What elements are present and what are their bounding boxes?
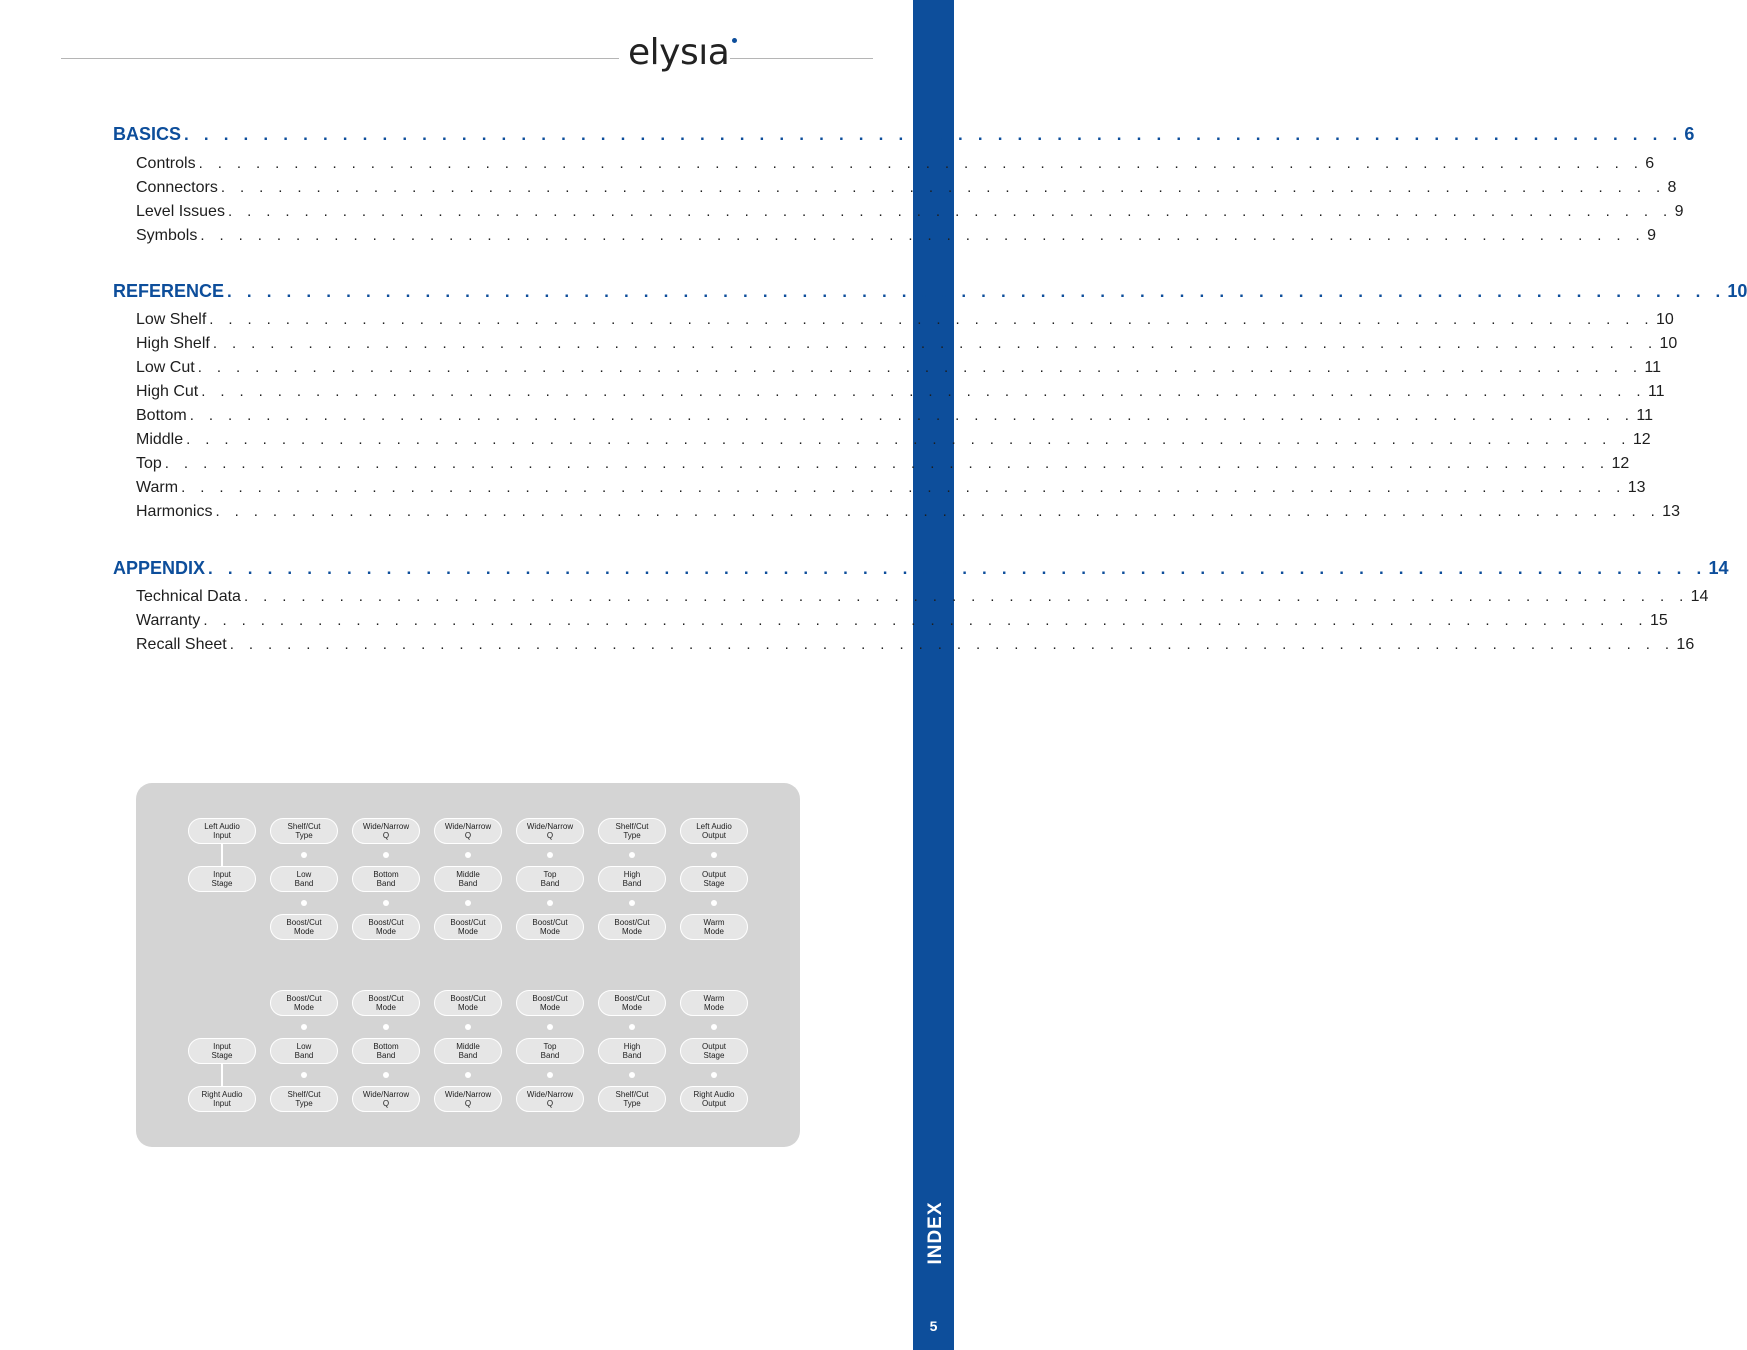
dot-leader: . . . . . . . . . . . . . . . . . . . . . . . . . . . . . . . . . . . . . . . . . . . . . . . . . . . . . . . . . . . . . . . . . . . . . . . . . . . . [243, 588, 1689, 605]
toc-item-level-issues-label: Level Issues [136, 203, 225, 220]
connector-dot [465, 1024, 471, 1030]
toc-item-connectors-label: Connectors [136, 179, 218, 196]
toc-item-warranty-page: 15 [1650, 612, 1668, 629]
right-node-wide-narrow-q: Wide/Narrow Q [434, 1086, 502, 1112]
toc-item-low-cut-page: 11 [1644, 359, 1662, 376]
left-node-wide-narrow-q: Wide/Narrow Q [434, 818, 502, 844]
connector-dot [465, 1072, 471, 1078]
toc-item-middle-page: 12 [1632, 431, 1651, 448]
dot-leader: . . . . . . . . . . . . . . . . . . . . . . . . . . . . . . . . . . . . . . . . . . . . . . . . . . . . . . . . . . . . . . . . . . . . . . . . . . . . [215, 503, 1661, 520]
dot-leader: . . . . . . . . . . . . . . . . . . . . . . . . . . . . . . . . . . . . . . . . . . . . . . . . . . . . . . . . . . . . . . . . . . . . . . . . . . . . [229, 636, 1675, 653]
connector-dot [629, 1072, 635, 1078]
toc-item-bottom-page: 11 [1636, 407, 1653, 424]
toc-item-top-page: 12 [1611, 455, 1630, 472]
dot-leader: . . . . . . . . . . . . . . . . . . . . . . . . . . . . . . . . . . . . . . . . . . . . . . . . . . . . . . . . . . . . . . . . . . . . . . . . . . . . [181, 479, 1626, 496]
toc-item-warm[interactable] [136, 479, 1646, 497]
right-node-wide-narrow-q: Wide/Narrow Q [352, 1086, 420, 1112]
left-node-boost-cut-mode: Boost/Cut Mode [270, 914, 338, 940]
dot-leader: . . . . . . . . . . . . . . . . . . . . . . . . . . . . . . . . . . . . . . . . . . . . . . . . . . . . . . . . . . . . . . . . . . . . . . . . . . . . [198, 155, 1644, 172]
connector-dot [465, 900, 471, 906]
dot-leader: . . . . . . . . . . . . . . . . . . . . . . . . . . . . . . . . . . . . . . . . . . . . . . . . . . . . . . . . . . . . . . . . . . . . . . . . . . . . [200, 227, 1646, 244]
connector-dot [301, 900, 307, 906]
dot-leader: . . . . . . . . . . . . . . . . . . . . . . . . . . . . . . . . . . . . . . . . . . . . . . . . . . . . . . . . . . . . . . . . . . . . . . . . . . . . [201, 383, 1646, 400]
toc-item-bottom-label: Bottom [136, 407, 187, 424]
left-node-boost-cut-mode: Boost/Cut Mode [516, 914, 584, 940]
dot-leader: . . . . . . . . . . . . . . . . . . . . . . . . . . . . . . . . . . . . . . . . . . . . . . . . . . . . . . . . . . . . . . . . . . . . . . . . . . . . [197, 359, 1643, 376]
dot-leader: . . . . . . . . . . . . . . . . . . . . . . . . . . . . . . . . . . . . . . . . . . . . . . . . . . . . . . . . . . . . . . . . . . . . . . . . . . . . [212, 335, 1658, 352]
dot-leader: . . . . . . . . . . . . . . . . . . . . . . . . . . . . . . . . . . . . . . . . . . . . . . . . . . . . . . . . . . . . . . . . . . . . . . . . . . . . [186, 431, 1631, 448]
left-node-middle-band: Middle Band [434, 866, 502, 892]
right-node-input-stage: Input Stage [188, 1038, 256, 1064]
toc-item-middle-label: Middle [136, 431, 184, 448]
toc-section-reference[interactable] [113, 281, 1747, 302]
logo-dot-icon [732, 38, 737, 43]
left-node-warm-mode: Warm Mode [680, 914, 748, 940]
header-rule-right [730, 58, 873, 59]
toc-item-connectors[interactable] [136, 179, 1677, 197]
left-node-wide-narrow-q: Wide/Narrow Q [516, 818, 584, 844]
right-node-right-audio-output: Right Audio Output [680, 1086, 748, 1112]
connector-dot [301, 1072, 307, 1078]
brand-logo-text: elysıa [628, 32, 730, 73]
toc-item-recall-sheet[interactable] [136, 636, 1695, 654]
toc-item-controls[interactable] [136, 155, 1655, 173]
toc-item-middle[interactable] [136, 431, 1651, 449]
toc-item-controls-page: 6 [1645, 155, 1655, 172]
left-node-left-audio-input: Left Audio Input [188, 818, 256, 844]
toc-section-basics-label: BASICS [113, 124, 182, 144]
dot-leader: . . . . . . . . . . . . . . . . . . . . . . . . . . . . . . . . . . . . . . . . . . . . . . . . . . . . . . . . . . . . . . . . . . . . . . . . . . . . [220, 179, 1666, 196]
right-node-warm-mode: Warm Mode [680, 990, 748, 1016]
left-node-boost-cut-mode: Boost/Cut Mode [434, 914, 502, 940]
toc-item-warm-page: 13 [1627, 479, 1646, 496]
toc-item-low-shelf[interactable] [136, 311, 1674, 329]
right-node-shelf-cut-type: Shelf/Cut Type [598, 1086, 666, 1112]
page-number: 5 [929, 1318, 938, 1334]
toc-section-basics[interactable] [113, 124, 1695, 145]
toc-section-appendix-label: APPENDIX [113, 558, 206, 578]
toc-item-warranty[interactable] [136, 612, 1668, 630]
toc-section-basics-page: 6 [1684, 124, 1695, 144]
left-node-bottom-band: Bottom Band [352, 866, 420, 892]
toc-item-harmonics-label: Harmonics [136, 503, 213, 520]
connector-dot [301, 852, 307, 858]
right-node-boost-cut-mode: Boost/Cut Mode [516, 990, 584, 1016]
left-node-high-band: High Band [598, 866, 666, 892]
connector-dot [383, 900, 389, 906]
toc-item-bottom[interactable] [136, 407, 1653, 425]
right-node-boost-cut-mode: Boost/Cut Mode [352, 990, 420, 1016]
toc-item-warranty-label: Warranty [136, 612, 201, 629]
toc-item-harmonics[interactable] [136, 503, 1680, 521]
toc-section-reference-label: REFERENCE [113, 281, 225, 301]
connector-dot [629, 900, 635, 906]
dot-leader: . . . . . . . . . . . . . . . . . . . . . . . . . . . . . . . . . . . . . . . . . . . . . . . . . . . . . . . . . . . . . . . . . . . . . . . . . . . . [208, 559, 1707, 578]
toc-item-high-cut-page: 11 [1647, 383, 1665, 400]
signal-line [221, 1064, 223, 1086]
connector-dot [383, 1024, 389, 1030]
dot-leader: . . . . . . . . . . . . . . . . . . . . . . . . . . . . . . . . . . . . . . . . . . . . . . . . . . . . . . . . . . . . . . . . . . . . . . . . . . . . [227, 203, 1673, 220]
toc-item-recall-sheet-label: Recall Sheet [136, 636, 227, 653]
right-node-middle-band: Middle Band [434, 1038, 502, 1064]
toc-section-appendix-page: 14 [1708, 558, 1729, 578]
signal-line [221, 844, 223, 866]
left-node-shelf-cut-type: Shelf/Cut Type [270, 818, 338, 844]
toc-item-high-shelf[interactable] [136, 335, 1678, 353]
right-node-boost-cut-mode: Boost/Cut Mode [598, 990, 666, 1016]
dot-leader: . . . . . . . . . . . . . . . . . . . . . . . . . . . . . . . . . . . . . . . . . . . . . . . . . . . . . . . . . . . . . . . . . . . . . . . . . . . . [189, 407, 1635, 424]
left-node-left-audio-output: Left Audio Output [680, 818, 748, 844]
connector-dot [465, 852, 471, 858]
toc-item-top-label: Top [136, 455, 162, 472]
dot-leader: . . . . . . . . . . . . . . . . . . . . . . . . . . . . . . . . . . . . . . . . . . . . . . . . . . . . . . . . . . . . . . . . . . . . . . . . . . . . [209, 311, 1654, 328]
right-node-high-band: High Band [598, 1038, 666, 1064]
sidebar-title: INDEX [925, 1201, 946, 1265]
toc-item-high-shelf-page: 10 [1659, 335, 1678, 352]
dot-leader: . . . . . . . . . . . . . . . . . . . . . . . . . . . . . . . . . . . . . . . . . . . . . . . . . . . . . . . . . . . . . . . . . . . . . . . . . . . . [203, 612, 1649, 629]
left-node-input-stage: Input Stage [188, 866, 256, 892]
toc-item-low-shelf-label: Low Shelf [136, 311, 207, 328]
right-node-boost-cut-mode: Boost/Cut Mode [270, 990, 338, 1016]
toc-item-technical-data-page: 14 [1690, 588, 1709, 605]
toc-item-low-shelf-page: 10 [1655, 311, 1674, 328]
right-node-boost-cut-mode: Boost/Cut Mode [434, 990, 502, 1016]
toc-item-symbols-label: Symbols [136, 227, 198, 244]
left-node-wide-narrow-q: Wide/Narrow Q [352, 818, 420, 844]
toc-item-symbols-page: 9 [1647, 227, 1656, 244]
left-node-boost-cut-mode: Boost/Cut Mode [598, 914, 666, 940]
connector-dot [711, 852, 717, 858]
right-node-low-band: Low Band [270, 1038, 338, 1064]
right-node-bottom-band: Bottom Band [352, 1038, 420, 1064]
signal-flow-diagram [136, 783, 800, 1147]
left-node-top-band: Top Band [516, 866, 584, 892]
connector-dot [629, 852, 635, 858]
toc-item-low-cut[interactable] [136, 359, 1662, 377]
toc-item-recall-sheet-page: 16 [1676, 636, 1695, 653]
toc-item-high-cut-label: High Cut [136, 383, 199, 400]
connector-dot [383, 1072, 389, 1078]
toc-section-reference-page: 10 [1727, 281, 1747, 301]
toc-item-controls-label: Controls [136, 155, 196, 172]
connector-dot [301, 1024, 307, 1030]
right-node-top-band: Top Band [516, 1038, 584, 1064]
connector-dot [547, 900, 553, 906]
sidebar-title-wrap [921, 1190, 947, 1280]
brand-logo [628, 32, 729, 73]
connector-dot [629, 1024, 635, 1030]
toc-item-top[interactable] [136, 455, 1630, 473]
toc-item-high-cut[interactable] [136, 383, 1665, 401]
toc-item-harmonics-page: 13 [1662, 503, 1680, 520]
toc-item-low-cut-label: Low Cut [136, 359, 195, 376]
toc-item-symbols[interactable] [136, 227, 1656, 245]
toc-item-level-issues-page: 9 [1674, 203, 1684, 220]
right-node-right-audio-input: Right Audio Input [188, 1086, 256, 1112]
right-node-wide-narrow-q: Wide/Narrow Q [516, 1086, 584, 1112]
connector-dot [547, 1024, 553, 1030]
connector-dot [383, 852, 389, 858]
connector-dot [547, 852, 553, 858]
toc-item-high-shelf-label: High Shelf [136, 335, 210, 352]
right-node-output-stage: Output Stage [680, 1038, 748, 1064]
left-node-output-stage: Output Stage [680, 866, 748, 892]
toc-item-technical-data[interactable] [136, 588, 1709, 606]
dot-leader: . . . . . . . . . . . . . . . . . . . . . . . . . . . . . . . . . . . . . . . . . . . . . . . . . . . . . . . . . . . . . . . . . . . . . . . . . . . . [164, 455, 1610, 472]
connector-dot [711, 1072, 717, 1078]
toc-item-connectors-page: 8 [1667, 179, 1677, 196]
left-node-low-band: Low Band [270, 866, 338, 892]
toc-item-technical-data-label: Technical Data [136, 588, 241, 605]
left-node-boost-cut-mode: Boost/Cut Mode [352, 914, 420, 940]
dot-leader: . . . . . . . . . . . . . . . . . . . . . . . . . . . . . . . . . . . . . . . . . . . . . . . . . . . . . . . . . . . . . . . . . . . . . . . . . . . . [184, 125, 1683, 144]
connector-dot [711, 900, 717, 906]
right-node-shelf-cut-type: Shelf/Cut Type [270, 1086, 338, 1112]
dot-leader: . . . . . . . . . . . . . . . . . . . . . . . . . . . . . . . . . . . . . . . . . . . . . . . . . . . . . . . . . . . . . . . . . . . . . . . . . . . . [227, 282, 1726, 301]
toc-item-level-issues[interactable] [136, 203, 1684, 221]
toc-item-warm-label: Warm [136, 479, 179, 496]
connector-dot [547, 1072, 553, 1078]
connector-dot [711, 1024, 717, 1030]
left-node-shelf-cut-type: Shelf/Cut Type [598, 818, 666, 844]
header-rule-left [61, 58, 619, 59]
toc-section-appendix[interactable] [113, 558, 1729, 579]
